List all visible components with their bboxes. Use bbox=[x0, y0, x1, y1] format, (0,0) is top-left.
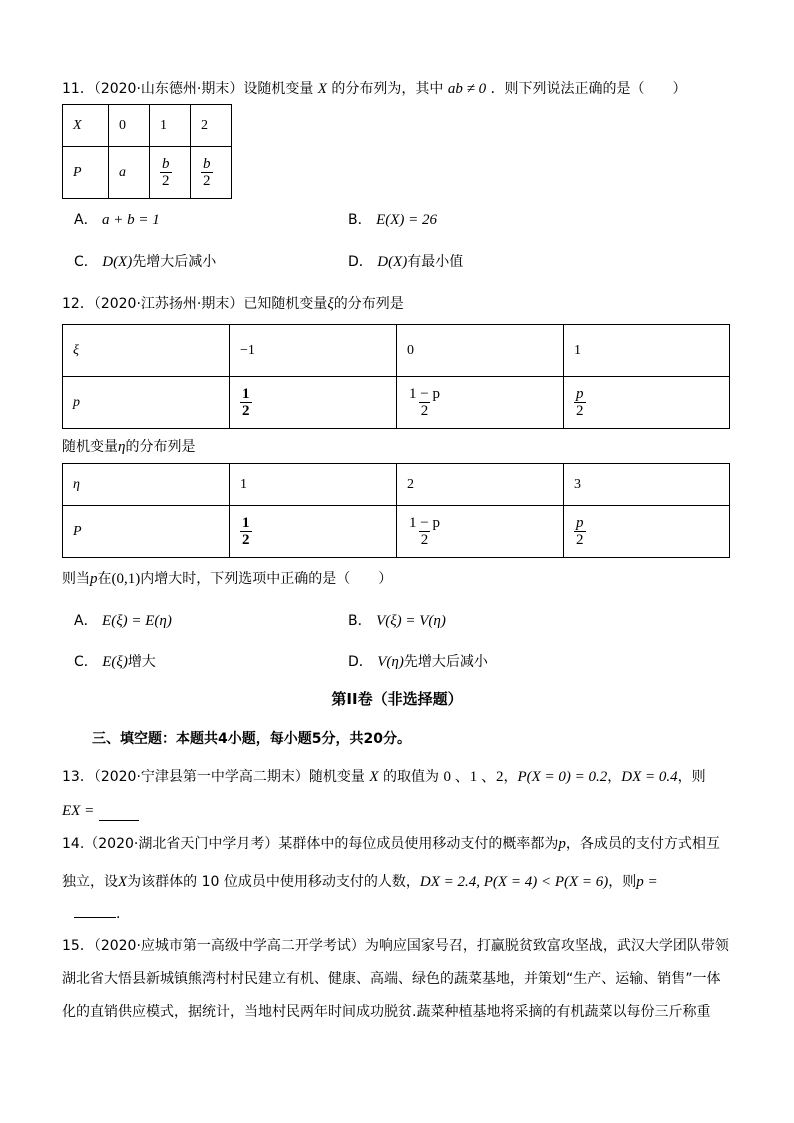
q13-var: X bbox=[369, 769, 379, 785]
option-label: B． bbox=[348, 212, 372, 228]
option-label: C． bbox=[74, 654, 98, 670]
q12-frac bbox=[407, 386, 442, 419]
frac-num: 1 − p bbox=[409, 515, 440, 531]
q14-line1-tail: ，各成员的支付方式相互 bbox=[565, 836, 720, 852]
q12-cell: p bbox=[63, 377, 230, 429]
option-label: C． bbox=[74, 254, 98, 270]
option-math: V(η) bbox=[377, 654, 404, 670]
q13-stem bbox=[62, 767, 706, 787]
frac-den: 2 bbox=[242, 403, 250, 419]
frac-num: b bbox=[203, 156, 211, 172]
q14-blank[interactable] bbox=[74, 905, 116, 918]
option-text: 先增大后减小 bbox=[403, 654, 488, 670]
q11-lead: 11．（2020·山东德州·期末）设随机变量 bbox=[62, 81, 314, 97]
q12-table-eta bbox=[62, 463, 730, 558]
q12-cell bbox=[564, 506, 730, 558]
frac-num: 1 bbox=[242, 386, 250, 402]
q11-cell: 1 bbox=[150, 105, 191, 147]
q12-frac bbox=[240, 386, 252, 419]
q11-option-a bbox=[74, 210, 160, 230]
q12-cell bbox=[230, 377, 397, 429]
q12-cell: 0 bbox=[397, 325, 564, 377]
q12-xi-row-probabilities bbox=[63, 377, 730, 429]
q12-cell bbox=[230, 506, 397, 558]
frac-num: 1 − p bbox=[409, 386, 440, 402]
q12-frac bbox=[240, 515, 252, 548]
q14-line2-b: 为该群体的 10 位成员中使用移动支付的人数， bbox=[127, 874, 420, 890]
option-math: D(X) bbox=[102, 254, 133, 270]
option-text: 先增大后减小 bbox=[132, 254, 217, 270]
q11-stem bbox=[62, 79, 687, 99]
q15-line1: 15．（2020·应城市第一高级中学高二开学考试）为响应国家号召，打赢脱贫致富攻坚战，武汉大学团队带领 bbox=[62, 938, 729, 954]
q12-cell: −1 bbox=[230, 325, 397, 377]
q12-cell: 3 bbox=[564, 464, 730, 506]
q11-option-d bbox=[348, 252, 463, 272]
q13-blank[interactable] bbox=[99, 806, 139, 821]
q12-cell: η bbox=[63, 464, 230, 506]
q12-stem bbox=[62, 294, 404, 314]
q11-var: X bbox=[317, 81, 327, 97]
q12-cell bbox=[397, 377, 564, 429]
q11-frac bbox=[201, 156, 213, 189]
option-math: E(ξ) bbox=[102, 654, 128, 670]
q13-lead: 13．（2020·宁津县第一中学高二期末）随机变量 bbox=[62, 769, 365, 785]
q14-end: . bbox=[116, 906, 121, 922]
q12-option-d bbox=[348, 652, 488, 672]
option-math: E(ξ) = E(η) bbox=[102, 613, 172, 629]
q12-cell: 2 bbox=[397, 464, 564, 506]
q11-cell: X bbox=[63, 105, 109, 147]
frac-den: 2 bbox=[576, 532, 584, 548]
q12-question bbox=[62, 569, 392, 589]
frac-den: 2 bbox=[203, 173, 211, 189]
q12-frac bbox=[574, 386, 586, 419]
q12-question-interval: (0,1) bbox=[111, 571, 141, 587]
q12-var: ξ bbox=[327, 296, 334, 312]
q12-table-xi bbox=[62, 324, 730, 429]
frac-den: 2 bbox=[576, 403, 584, 419]
q11-option-c bbox=[74, 252, 216, 272]
section-3-heading: 三、填空题：本题共4小题，每小题5分，共20分。 bbox=[92, 731, 411, 747]
q14-line1-text: 14.（2020·湖北省天门中学月考）某群体中的每位成员使用移动支付的概率都为 bbox=[62, 836, 559, 852]
q14-line1-var: p bbox=[558, 836, 566, 852]
q11-cell: 0 bbox=[109, 105, 150, 147]
q14-line2-a: 独立，设 bbox=[62, 874, 118, 890]
q14-answer-line bbox=[74, 904, 120, 924]
q12-between-text: 随机变量 bbox=[62, 439, 118, 455]
q14-line2-math: DX = 2.4, P(X = 4) < P(X = 6) bbox=[419, 874, 609, 890]
q11-cell bbox=[191, 147, 232, 199]
option-math: V(ξ) = V(η) bbox=[376, 613, 446, 629]
q14-line2 bbox=[62, 872, 658, 892]
q12-option-c bbox=[74, 652, 156, 672]
q12-between bbox=[62, 437, 195, 457]
q14-line2-p: p = bbox=[636, 874, 658, 890]
q12-question-var: p bbox=[90, 571, 98, 587]
q15-line3: 化的直销供应模式，据统计，当地村民两年时间成功脱贫.蔬菜种植基地将采摘的有机蔬菜以每份三斤称重 bbox=[62, 1004, 711, 1020]
q13-sep: ， bbox=[607, 769, 622, 785]
q14-line2-tail: ，则 bbox=[608, 874, 637, 890]
q12-question-c: 内增大时，下列选项中正确的是（ ） bbox=[140, 571, 393, 587]
q12-option-a bbox=[74, 611, 172, 631]
option-label: A． bbox=[74, 613, 98, 629]
q13-answer-line bbox=[62, 801, 139, 821]
option-text: 有最小值 bbox=[407, 254, 464, 270]
q11-tail: ．则下列说法正确的是（ ） bbox=[490, 81, 687, 97]
option-text: 增大 bbox=[127, 654, 156, 670]
q11-cell: a bbox=[109, 147, 150, 199]
option-label: D． bbox=[348, 254, 373, 270]
q12-tail: 的分布列是 bbox=[333, 296, 404, 312]
frac-num: p bbox=[576, 515, 584, 531]
q12-frac bbox=[574, 515, 586, 548]
part2-title: 第II卷（非选择题） bbox=[331, 690, 463, 708]
frac-num: b bbox=[162, 156, 170, 172]
q12-between-tail: 的分布列是 bbox=[125, 439, 196, 455]
q13-sep: ， bbox=[503, 769, 518, 785]
q12-question-b: 在 bbox=[97, 571, 112, 587]
q11-cond: ab ≠ 0 bbox=[447, 81, 487, 97]
q12-cell bbox=[564, 377, 730, 429]
frac-num: 1 bbox=[242, 515, 250, 531]
q12-eta-row-probabilities bbox=[63, 506, 730, 558]
q12-question-a: 则当 bbox=[62, 571, 90, 587]
option-label: D． bbox=[348, 654, 373, 670]
q12-xi-row-values bbox=[63, 325, 730, 377]
q11-cell bbox=[150, 147, 191, 199]
q13-mid: 的取值为 bbox=[382, 769, 439, 785]
option-math: D(X) bbox=[377, 254, 408, 270]
q12-lead: 12．（2020·江苏扬州·期末）已知随机变量 bbox=[62, 296, 328, 312]
frac-den: 2 bbox=[162, 173, 170, 189]
q11-option-b bbox=[348, 210, 437, 230]
frac-den: 2 bbox=[242, 532, 250, 548]
q13-values: 0 、1 、2 bbox=[443, 769, 504, 785]
q13-ex: EX = bbox=[62, 803, 95, 819]
q11-cell: 2 bbox=[191, 105, 232, 147]
option-label: A． bbox=[74, 212, 98, 228]
q11-mid: 的分布列为，其中 bbox=[331, 81, 444, 97]
q12-frac bbox=[407, 515, 442, 548]
q13-tail: ，则 bbox=[677, 769, 706, 785]
q12-between-var: η bbox=[118, 439, 126, 455]
option-math: E(X) = 26 bbox=[376, 212, 437, 228]
q15-line2: 湖北省大悟县新城镇熊湾村村民建立有机、健康、高端、绿色的蔬菜基地，并策划“生产、运输、销售”一体 bbox=[62, 971, 721, 987]
frac-den: 2 bbox=[420, 532, 429, 548]
q11-row-values bbox=[63, 105, 232, 147]
q12-eta-row-values bbox=[63, 464, 730, 506]
q14-line1 bbox=[62, 834, 720, 854]
frac-den: 2 bbox=[420, 403, 429, 419]
q12-cell: 1 bbox=[230, 464, 397, 506]
q12-cell: P bbox=[63, 506, 230, 558]
option-math: a + b = 1 bbox=[102, 212, 160, 228]
option-label: B． bbox=[348, 613, 372, 629]
q11-row-probabilities bbox=[63, 147, 232, 199]
q11-cell: P bbox=[63, 147, 109, 199]
q14-line2-var: X bbox=[118, 874, 128, 890]
q13-p0: P(X = 0) = 0.2 bbox=[517, 769, 608, 785]
frac-num: p bbox=[576, 386, 584, 402]
q12-option-b bbox=[348, 611, 446, 631]
q12-cell bbox=[397, 506, 564, 558]
q12-cell: 1 bbox=[564, 325, 730, 377]
q11-distribution-table bbox=[62, 104, 232, 199]
q11-frac bbox=[160, 156, 172, 189]
q13-dx: DX = 0.4 bbox=[621, 769, 678, 785]
q12-cell: ξ bbox=[63, 325, 230, 377]
